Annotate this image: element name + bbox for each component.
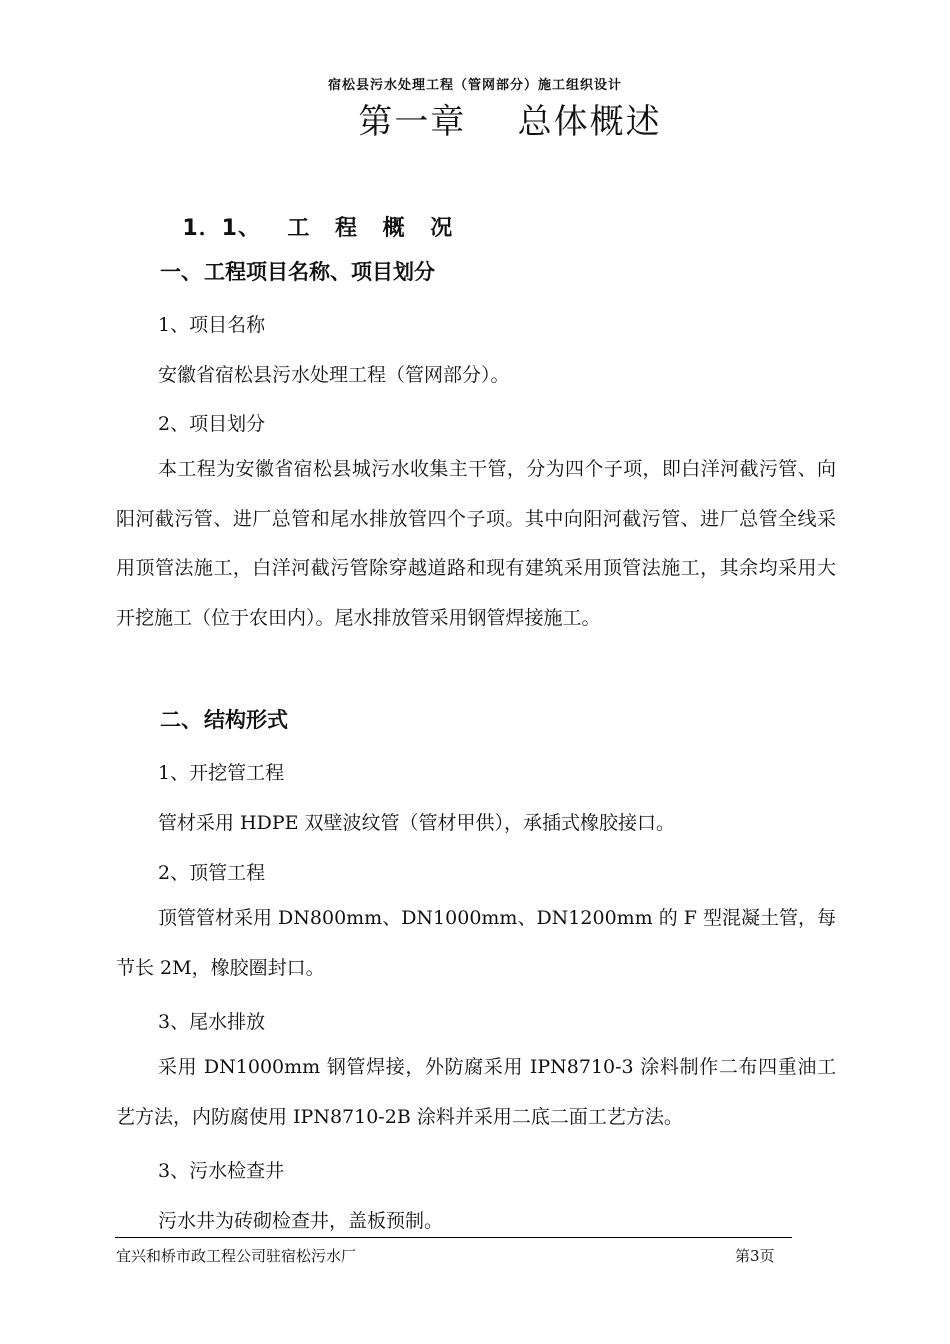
footer-company: 宜兴和桥市政工程公司驻宿松污水厂 <box>116 1247 357 1265</box>
item-pipe-jacking-text: 顶管管材采用 DN800mm、DN1000mm、DN1200mm 的 F 型混凝土管，每节长 2M，橡胶圈封口。 <box>116 907 836 979</box>
item-excavation-text: 管材采用 HDPE 双壁波纹管（管材甲供），承插式橡胶接口。 <box>158 812 676 834</box>
item-tailwater-title: 3、尾水排放 <box>158 1011 266 1033</box>
item-project-division-text: 本工程为安徽省宿松县城污水收集主干管，分为四个子项，即白洋河截污管、向阳河截污管、进厂总管和尾水排放管四个子项。其中向阳河截污管、进厂总管全线采用顶管法施工，白洋河截污管除穿越道路和现有建筑采用顶管法施工，其余均采用大开挖施工（位于农田内）。尾水排放管采用钢管焊接施工。 <box>116 458 836 629</box>
heading-part1 <box>160 256 435 286</box>
item-pipe-jacking-title: 2、顶管工程 <box>158 862 266 884</box>
item-project-division-title: 2、项目划分 <box>158 413 266 435</box>
heading-part2 <box>160 704 288 734</box>
item-manhole-title: 3、污水检查井 <box>158 1160 285 1182</box>
item-tailwater-text: 采用 DN1000mm 钢管焊接，外防腐采用 IPN8710-3 涂料制作二布四重油工艺方法，内防腐使用 IPN8710-2B 涂料并采用二底二面工艺方法。 <box>116 1056 836 1128</box>
heading-part1-mark: 一、 <box>160 260 202 284</box>
heading-part2-mark: 二、 <box>160 708 202 732</box>
chapter-title: 第一章 总体概述 <box>358 102 662 142</box>
footer-divider <box>115 1237 792 1238</box>
section-title-text: 工 程 概 况 <box>287 216 462 241</box>
footer-page-number: 第3页 <box>735 1247 775 1265</box>
item-excavation-title: 1、开挖管工程 <box>158 762 285 784</box>
item-project-name-title: 1、项目名称 <box>158 314 266 336</box>
item-project-name-text: 安徽省宿松县污水处理工程（管网部分）。 <box>158 364 510 386</box>
running-header: 宿松县污水处理工程（管网部分）施工组织设计 <box>327 78 622 93</box>
section-number: 1．1、 <box>182 216 261 241</box>
section-title <box>165 186 461 242</box>
heading-part2-text: 结构形式 <box>204 708 288 732</box>
heading-part1-text: 工程项目名称、项目划分 <box>204 260 435 284</box>
item-manhole-text: 污水井为砖砌检查井，盖板预制。 <box>158 1210 444 1232</box>
